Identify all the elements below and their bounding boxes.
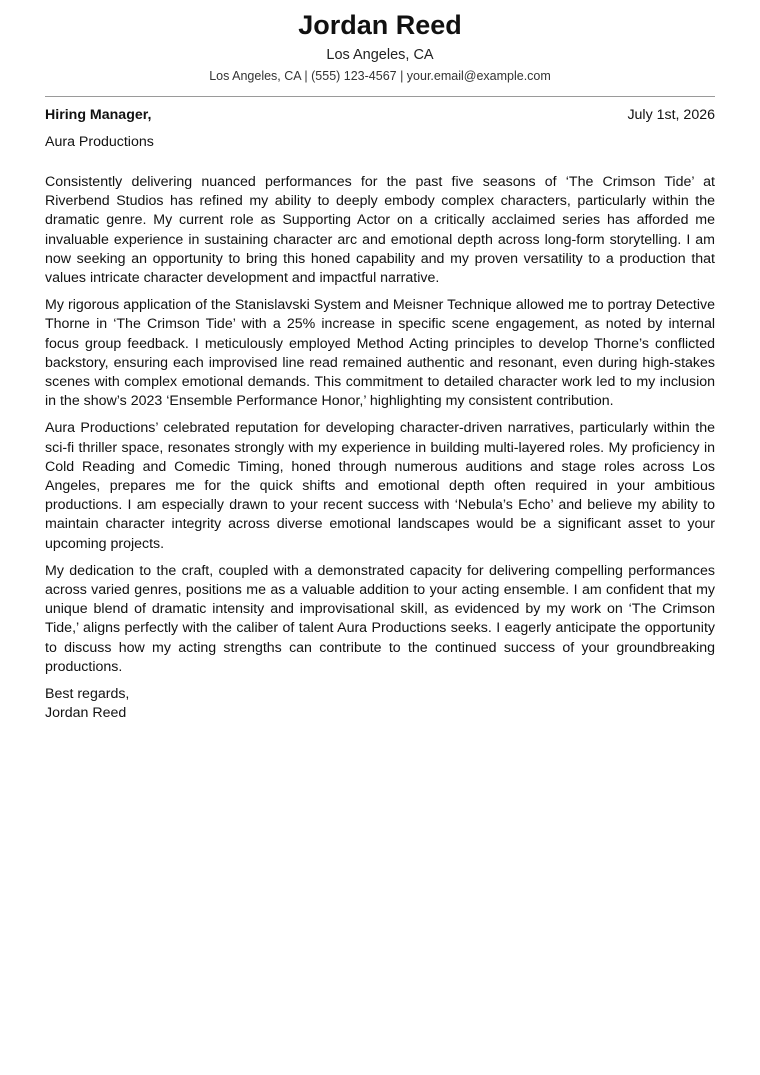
body-paragraph-2: My rigorous application of the Stanislavski System and Meisner Technique allowed me to portray Detective Thorne in ‘The Crimson Tide’ with a 25% increase in specific scene engagement, as noted by internal focus group feedback. I meticulously employed Method Acting principles to develop Thorne’s conflicted backstory, ensuring each improvised line read remained authentic and resonant, even during high-stakes scenes with complex emotional demands. This commitment to detailed character work led to my inclusion in the show’s 2023 ‘Ensemble Performance Honor,’ highlighting my consistent contribution. (45, 297, 715, 410)
applicant-name: Jordan Reed (298, 10, 462, 40)
recipient-date-row (45, 106, 715, 125)
closing-phrase: Best regards, (45, 686, 130, 703)
recipient-salutation: Hiring Manager, (45, 107, 152, 123)
applicant-location: Los Angeles, CA (326, 47, 434, 63)
header-divider (45, 96, 715, 97)
body-paragraph-3: Aura Productions’ celebrated reputation for developing character-driven narratives, particularly within the sci-fi thriller space, resonates strongly with my experience in building multi-layered roles. My proficiency in Cold Reading and Comedic Timing, honed through numerous auditions and stage roles across Los Angeles, prepares me for the quick shifts and emotional depth often required in your ambitious productions. I am especially drawn to your recent success with ‘Nebula’s Echo’ and believe my ability to maintain character integrity across diverse emotional landscapes would be a significant asset to your upcoming projects. (45, 420, 715, 552)
body-paragraph-1: Consistently delivering nuanced performances for the past five seasons of ‘The Crimson Tide’ at Riverbend Studios has refined my ability to deeply embody complex characters, particularly within the dramatic genre. My current role as Supporting Actor on a critically acclaimed series has afforded me invaluable experience in sustaining character arc and emotional depth across long-form storytelling. I am now seeking an opportunity to bring this honed capability and my proven versatility to a production that values intricate character development and impactful narrative. (45, 174, 715, 287)
body-paragraph-4: My dedication to the craft, coupled with a demonstrated capacity for delivering compelling performances across varied genres, positions me as a valuable addition to your acting ensemble. I am confident that my unique blend of dramatic intensity and improvisational skill, as evidenced by my work on ‘The Crimson Tide,’ aligns perfectly with the caliber of talent Aura Productions seeks. I eagerly anticipate the opportunity to discuss how my acting strengths can contribute to the continued success of your groundbreaking productions. (45, 562, 715, 675)
signature-name: Jordan Reed (45, 705, 127, 722)
letter-date: July 1st, 2026 (627, 107, 715, 123)
closing-block (45, 685, 715, 723)
letter-body (45, 173, 715, 677)
recipient-company: Aura Productions (45, 134, 154, 150)
contact-line: Los Angeles, CA | (555) 123-4567 | your.email@example.com (209, 69, 551, 83)
